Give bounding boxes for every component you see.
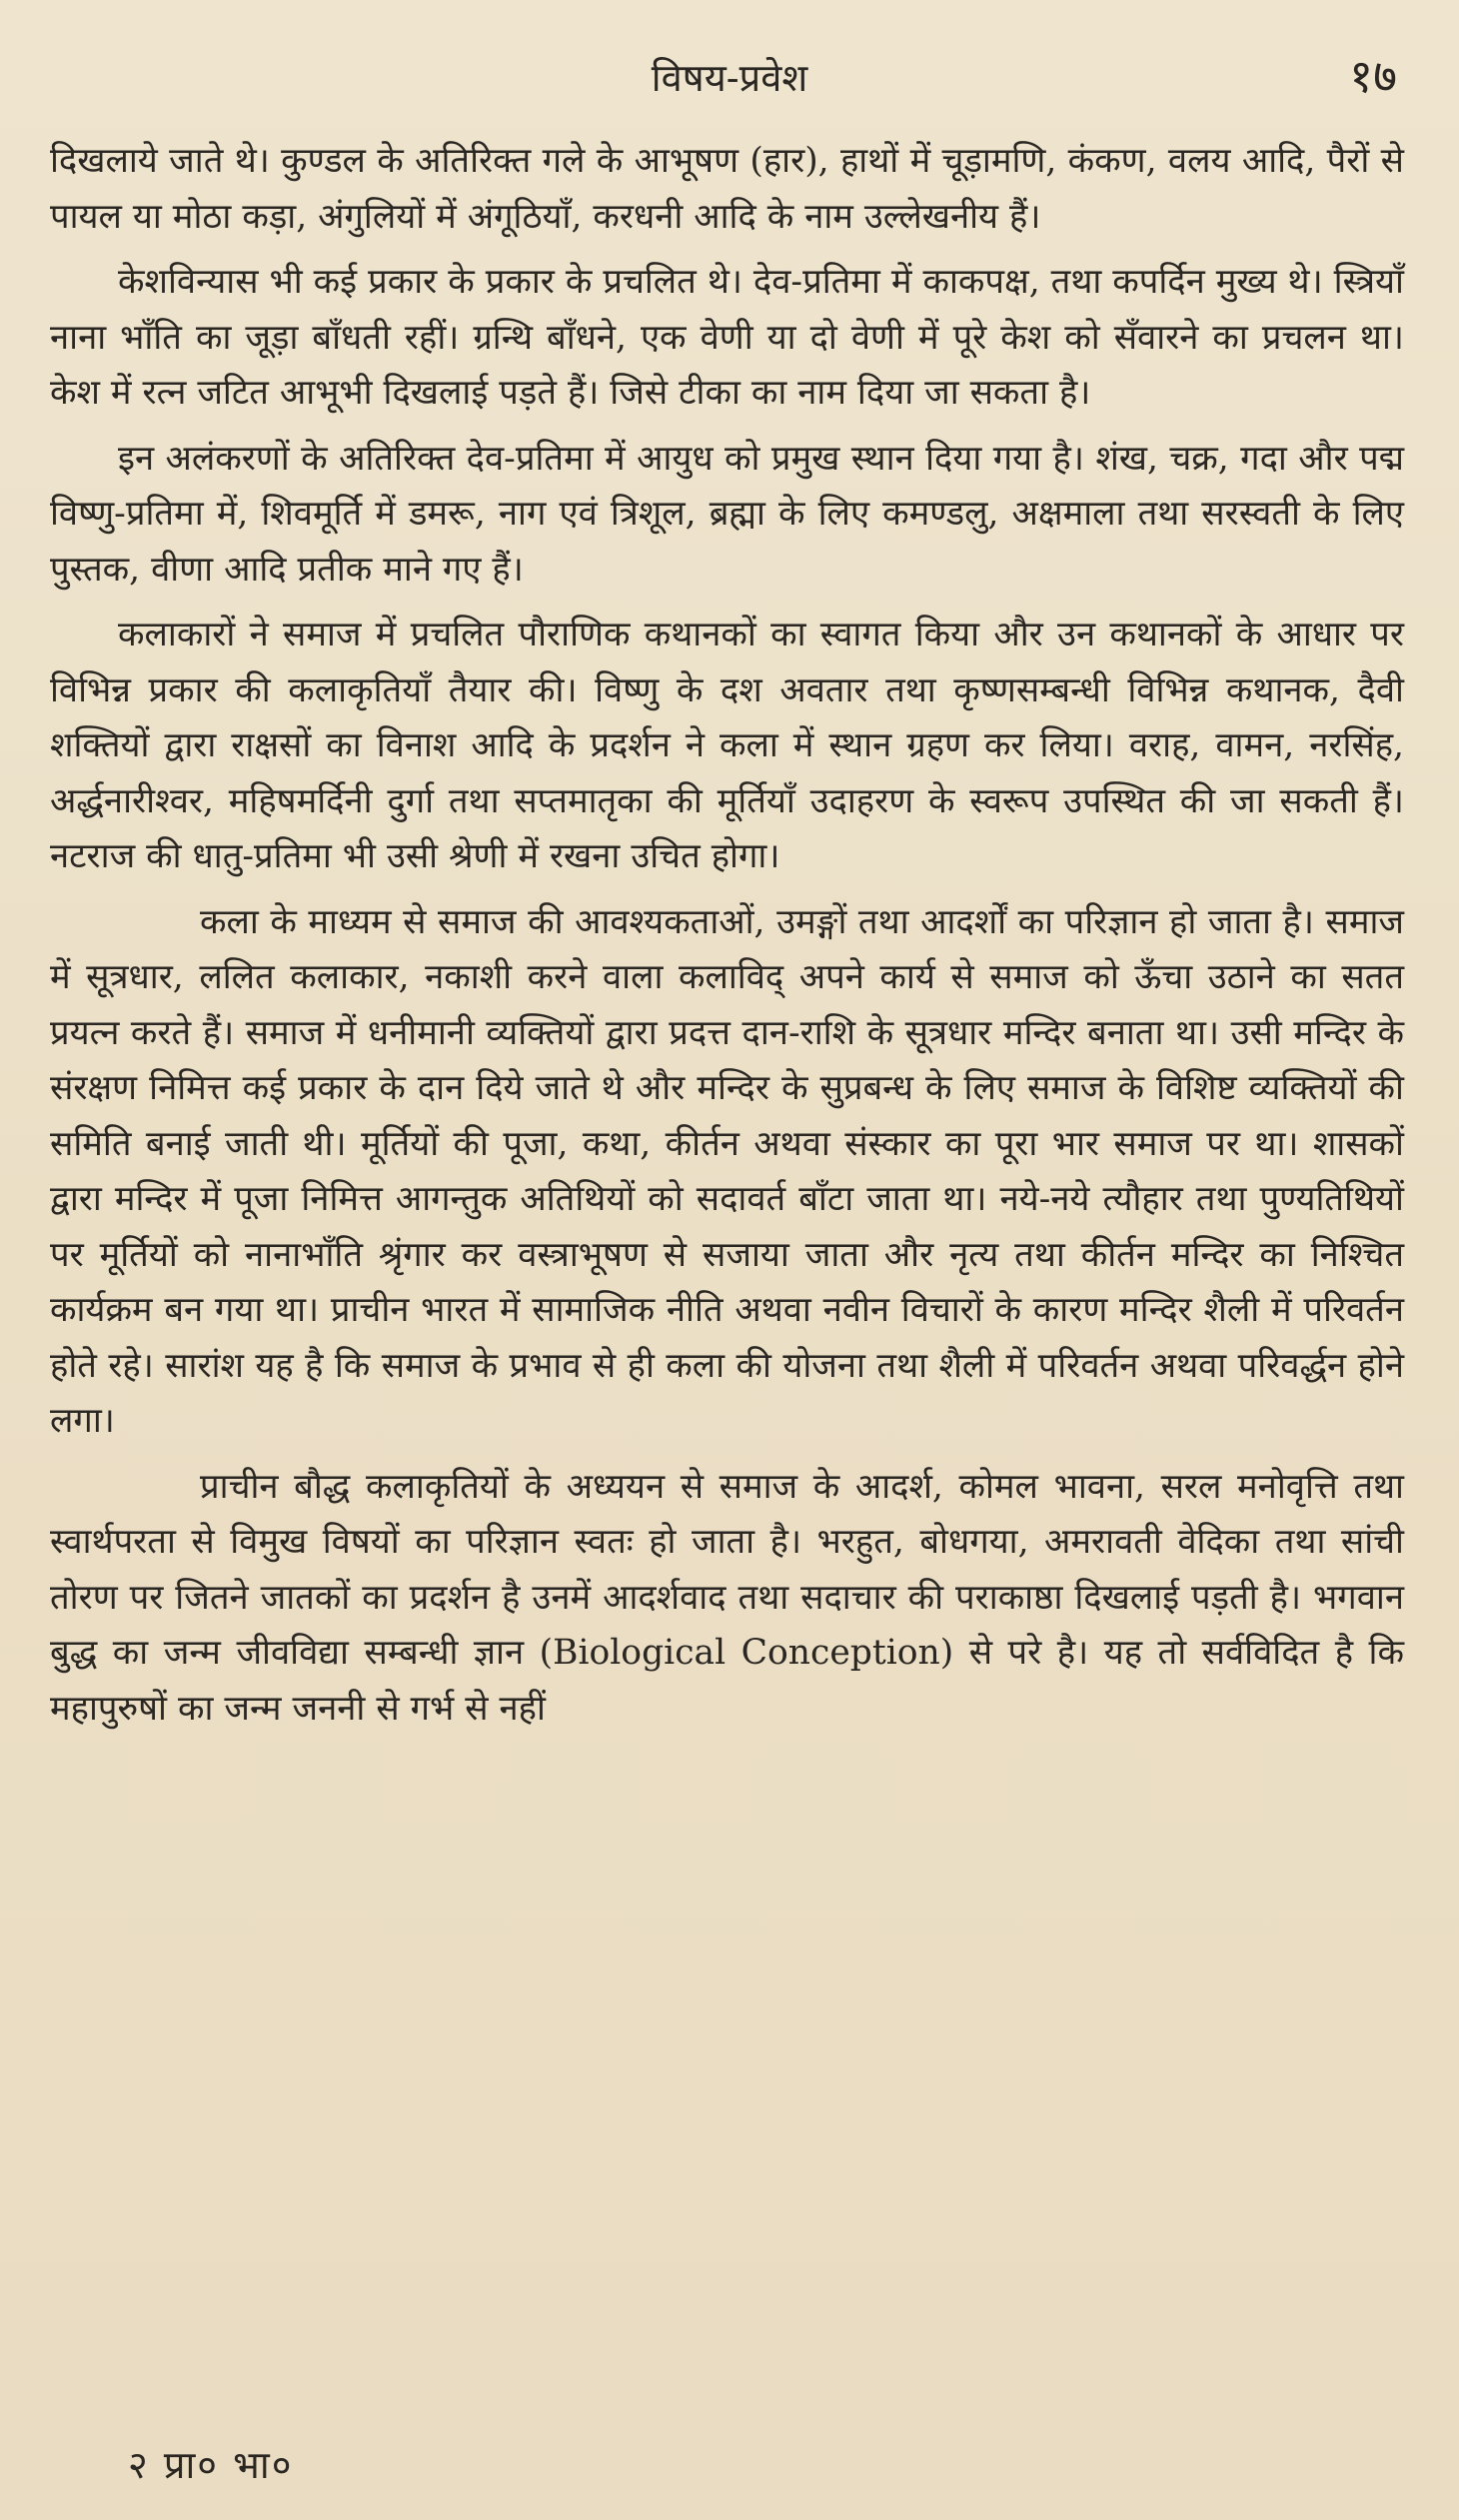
paragraph-ornaments: दिखलाये जाते थे। कुण्डल के अतिरिक्त गले के आभूषण (हार), हाथों में चूड़ामणि, कंकण, वलय आदि, पैरों से पायल या मोठा कड़ा, अंगुलियों में अंगूठियाँ, करधनी आदि के नाम उल्लेखनीय हैं। <box>50 141 1404 237</box>
signature-mark: २ प्रा० भा० <box>128 2443 294 2487</box>
paragraph-puranic-stories: कलाकारों ने समाज में प्रचलित पौराणिक कथानकों का स्वागत किया और उन कथानकों के आधार पर विभिन्न प्रकार की कलाकृतियाँ तैयार की। विष्णु के दश अवतार तथा कृष्णसम्बन्धी विभिन्न कथानक, दैवी शक्तियों द्वारा राक्षसों का विनाश आदि के प्रदर्शन ने कला में स्थान ग्रहण कर लिया। वराह, वामन, नरसिंह, अर्द्धनारीश्वर, महिषमर्दिनी दुर्गा तथा सप्तमातृका की मूर्तियाँ उदाहरण के स्वरूप उपस्थित की जा सकती हैं। नटराज की धातु-प्रतिमा भी उसी श्रेणी में रखना उचित होगा। <box>50 615 1404 876</box>
running-head: विषय-प्रवेश <box>651 56 808 100</box>
page-number: १७ <box>1349 49 1397 103</box>
paragraph-weapons: इन अलंकरणों के अतिरिक्त देव-प्रतिमा में आयुध को प्रमुख स्थान दिया गया है। शंख, चक्र, गदा और पद्म विष्णु-प्रतिमा में, शिवमूर्ति में डमरू, नाग एवं त्रिशूल, ब्रह्मा के लिए कमण्डलु, अक्षमाला तथा सरस्वती के लिए पुस्तक, वीणा आदि प्रतीक माने गए हैं। <box>50 438 1404 590</box>
paragraph-hairstyles: केशविन्यास भी कई प्रकार के प्रकार के प्रचलित थे। देव-प्रतिमा में काकपक्ष, तथा कपर्दिन मुख्य थे। स्त्रियाँ नाना भाँति का जूड़ा बाँधती रहीं। ग्रन्थि बाँधने, एक वेणी या दो वेणी में पूरे केश को सँवारने का प्रचलन था। केश में रत्न जटित आभूभी दिखलाई पड़ते हैं। जिसे टीका का नाम दिया जा सकता है। <box>50 262 1404 413</box>
body-text <box>50 134 1404 1747</box>
paragraph-society-and-art: कला के माध्यम से समाज की आवश्यकताओं, उमङ्गों तथा आदर्शों का परिज्ञान हो जाता है। समाज में सूत्रधार, ललित कलाकार, नकाशी करने वाला कलाविद् अपने कार्य से समाज को ऊँचा उठाने का सतत प्रयत्न करते हैं। समाज में धनीमानी व्यक्तियों द्वारा प्रदत्त दान-राशि के सूत्रधार मन्दिर बनाता था। उसी मन्दिर के संरक्षण निमित्त कई प्रकार के दान दिये जाते थे और मन्दिर के सुप्रबन्ध के लिए समाज के विशिष्ट व्यक्तियों की समिति बनाई जाती थी। मूर्तियों की पूजा, कथा, कीर्तन अथवा संस्कार का पूरा भार समाज पर था। शासकों द्वारा मन्दिर में पूजा निमित्त आगन्तुक अतिथियों को सदावर्त बाँटा जाता था। नये-नये त्यौहार तथा पुण्यतिथियों पर मूर्तियों को नानाभाँति श्रृंगार कर वस्त्राभूषण से सजाया जाता और नृत्य तथा कीर्तन मन्दिर का निश्चित कार्यक्रम बन गया था। प्राचीन भारत में सामाजिक नीति अथवा नवीन विचारों के कारण मन्दिर शैली में परिवर्तन होते रहे। सारांश यह है कि समाज के प्रभाव से ही कला की योजना तथा शैली में परिवर्तन अथवा परिवर्द्धन होने लगा। <box>50 901 1404 1441</box>
page-header <box>0 40 1459 120</box>
paragraph-buddhist-art: प्राचीन बौद्ध कलाकृतियों के अध्ययन से समाज के आदर्श, कोमल भावना, सरल मनोवृत्ति तथा स्वार्थपरता से विमुख विषयों का परिज्ञान स्वतः हो जाता है। भरहुत, बोधगया, अमरावती वेदिका तथा सांची तोरण पर जितने जातकों का प्रदर्शन है उनमें आदर्शवाद तथा सदाचार की पराकाष्ठा दिखलाई पड़ती है। भगवान बुद्ध का जन्म जीवविद्या सम्बन्धी ज्ञान (Biological Conception) से परे है। यह तो सर्वविदित है कि महापुरुषों का जन्म जननी से गर्भ से नहीं <box>50 1466 1404 1729</box>
